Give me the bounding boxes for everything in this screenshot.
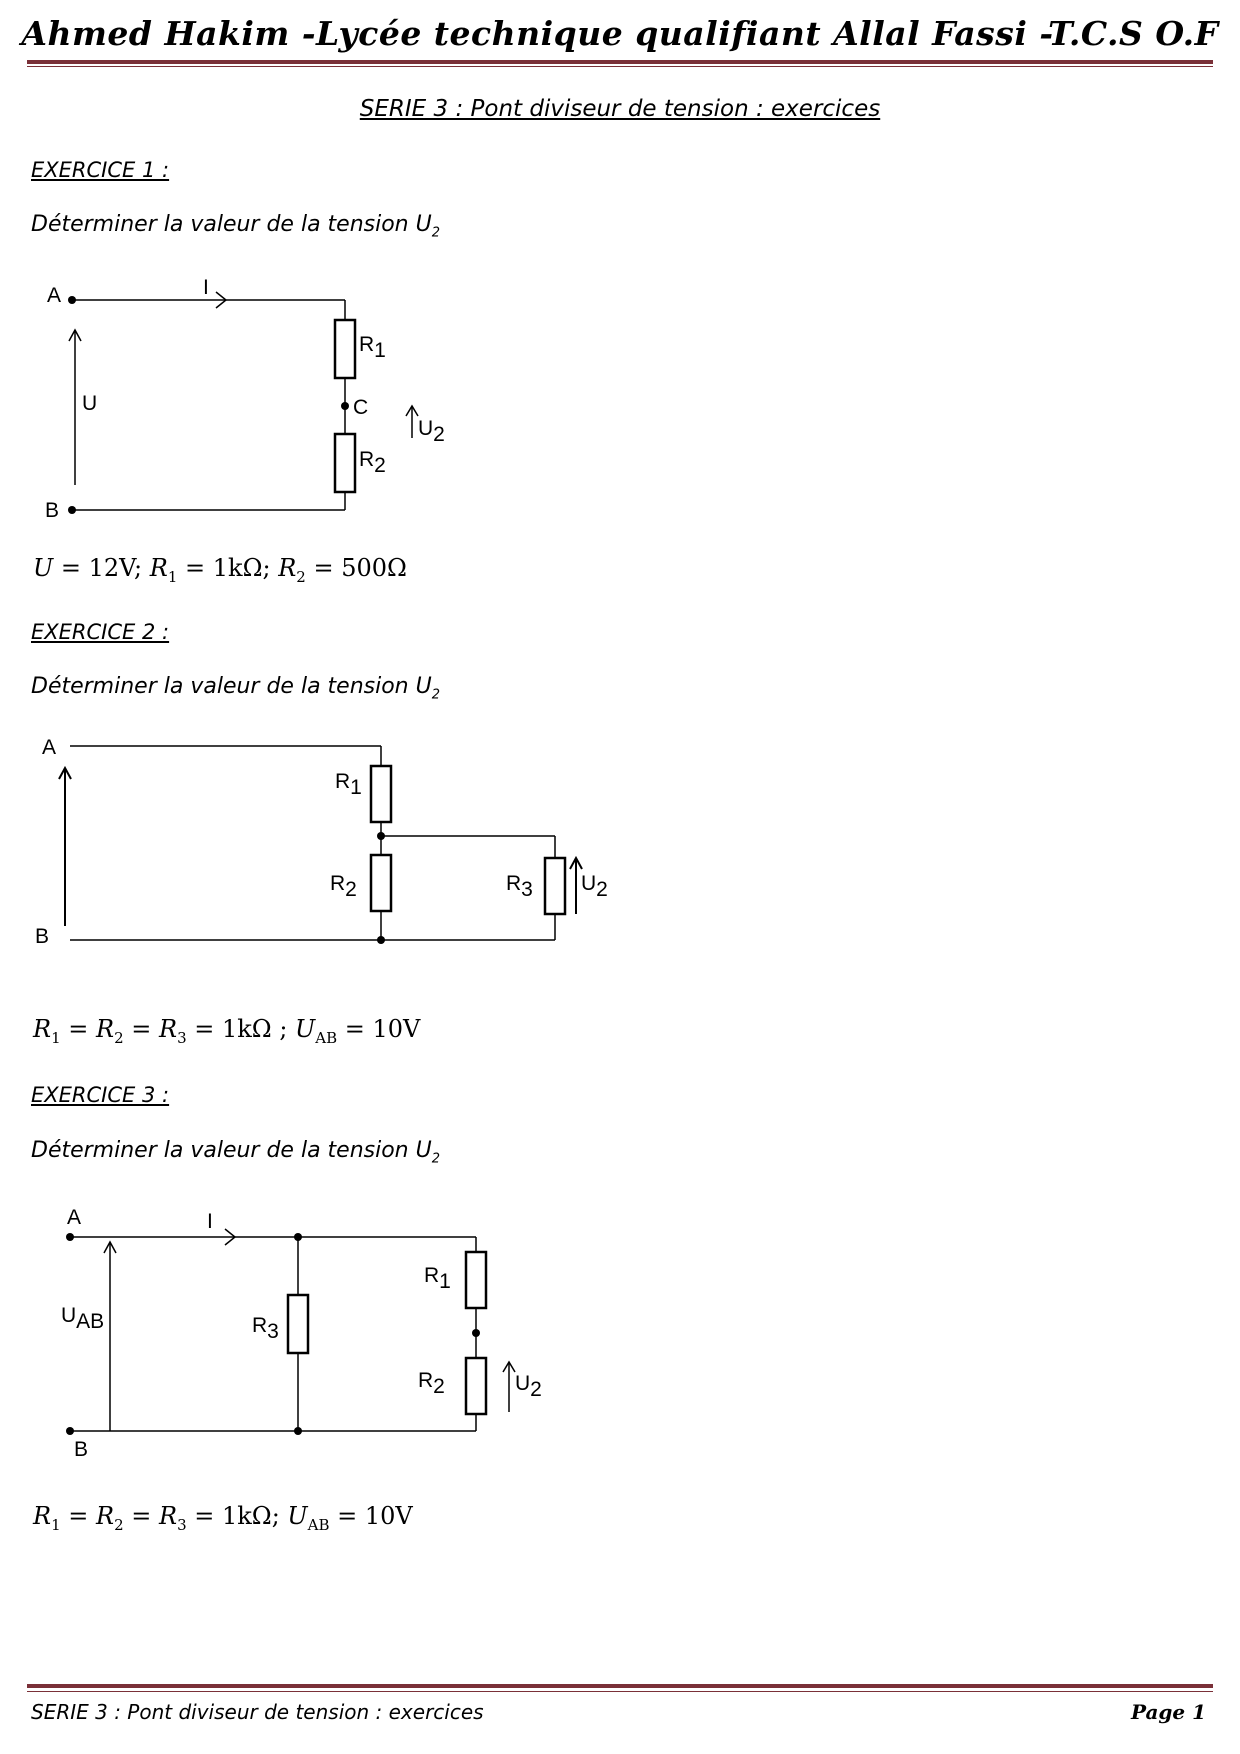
current-i-label: I	[207, 1210, 213, 1233]
footer-title: SERIE 3 : Pont diviseur de tension : exercices	[31, 1700, 484, 1724]
node-b-label: B	[45, 499, 60, 522]
header-rule-thin	[27, 66, 1213, 67]
resistor-r1-label: R1	[359, 333, 386, 362]
footer-rule	[27, 1684, 1213, 1688]
page-number: Page 1	[1130, 1700, 1206, 1724]
exercise-1-formula: U = 12V; $R_1 = 1k\Omega$; $R_2 = 500\Omega$	[33, 554, 407, 586]
node-a-label: A	[42, 736, 57, 759]
exercise-3-question: Déterminer la valeur de la tension $U_2$	[31, 1138, 440, 1167]
node-b-label: B	[35, 925, 50, 948]
node-a-label: A	[67, 1206, 82, 1229]
resistor-r3-label: R3	[252, 1314, 279, 1343]
exercise-1-circuit	[0, 270, 1240, 530]
resistor-r3-label: R3	[506, 872, 533, 901]
footer-rule-thin	[27, 1691, 1213, 1692]
exercise-2-circuit	[0, 730, 1240, 970]
exercise-2-heading: EXERCICE 2 :	[31, 620, 170, 644]
exercise-3-formula: $R_1 = R_2 = R_3 = 1k\Omega$; $U_{AB} = 10V$	[33, 1502, 413, 1534]
node-b-label: B	[74, 1438, 89, 1460]
voltage-u-label: U	[82, 392, 98, 415]
exercise-1-question: Déterminer la valeur de la tension $U_2$	[31, 212, 440, 241]
node-a-label: A	[47, 284, 62, 307]
header-title: Ahmed Hakim -Lycée technique qualifiant Allal Fassi -T.C.S O.F	[21, 14, 1219, 53]
voltage-u2-label: U2	[515, 1372, 542, 1401]
exercise-3-circuit	[0, 1200, 1240, 1460]
exercise-3-heading: EXERCICE 3 :	[31, 1083, 170, 1107]
header-rule	[27, 60, 1213, 64]
resistor-r2-label: R2	[418, 1369, 445, 1398]
resistor-r1-label: R1	[335, 770, 362, 799]
exercise-1-heading: EXERCICE 1 :	[31, 158, 170, 182]
voltage-u2-label: U2	[418, 417, 445, 446]
resistor-r2-label: R2	[359, 448, 386, 477]
voltage-uab-label: UAB	[61, 1304, 105, 1333]
resistor-r2-label: R2	[330, 872, 357, 901]
exercise-2-formula: $R_1 = R_2 = R_3 = 1k\Omega$ ; $U_{AB} = 10V$	[33, 1015, 421, 1047]
voltage-u2-label: U2	[581, 872, 608, 901]
exercise-2-question: Déterminer la valeur de la tension $U_2$	[31, 674, 440, 703]
current-i-label: I	[203, 276, 209, 299]
resistor-r1-label: R1	[424, 1264, 451, 1293]
serie-title: SERIE 3 : Pont diviseur de tension : exercices	[359, 96, 881, 122]
node-c-label: C	[353, 396, 369, 419]
